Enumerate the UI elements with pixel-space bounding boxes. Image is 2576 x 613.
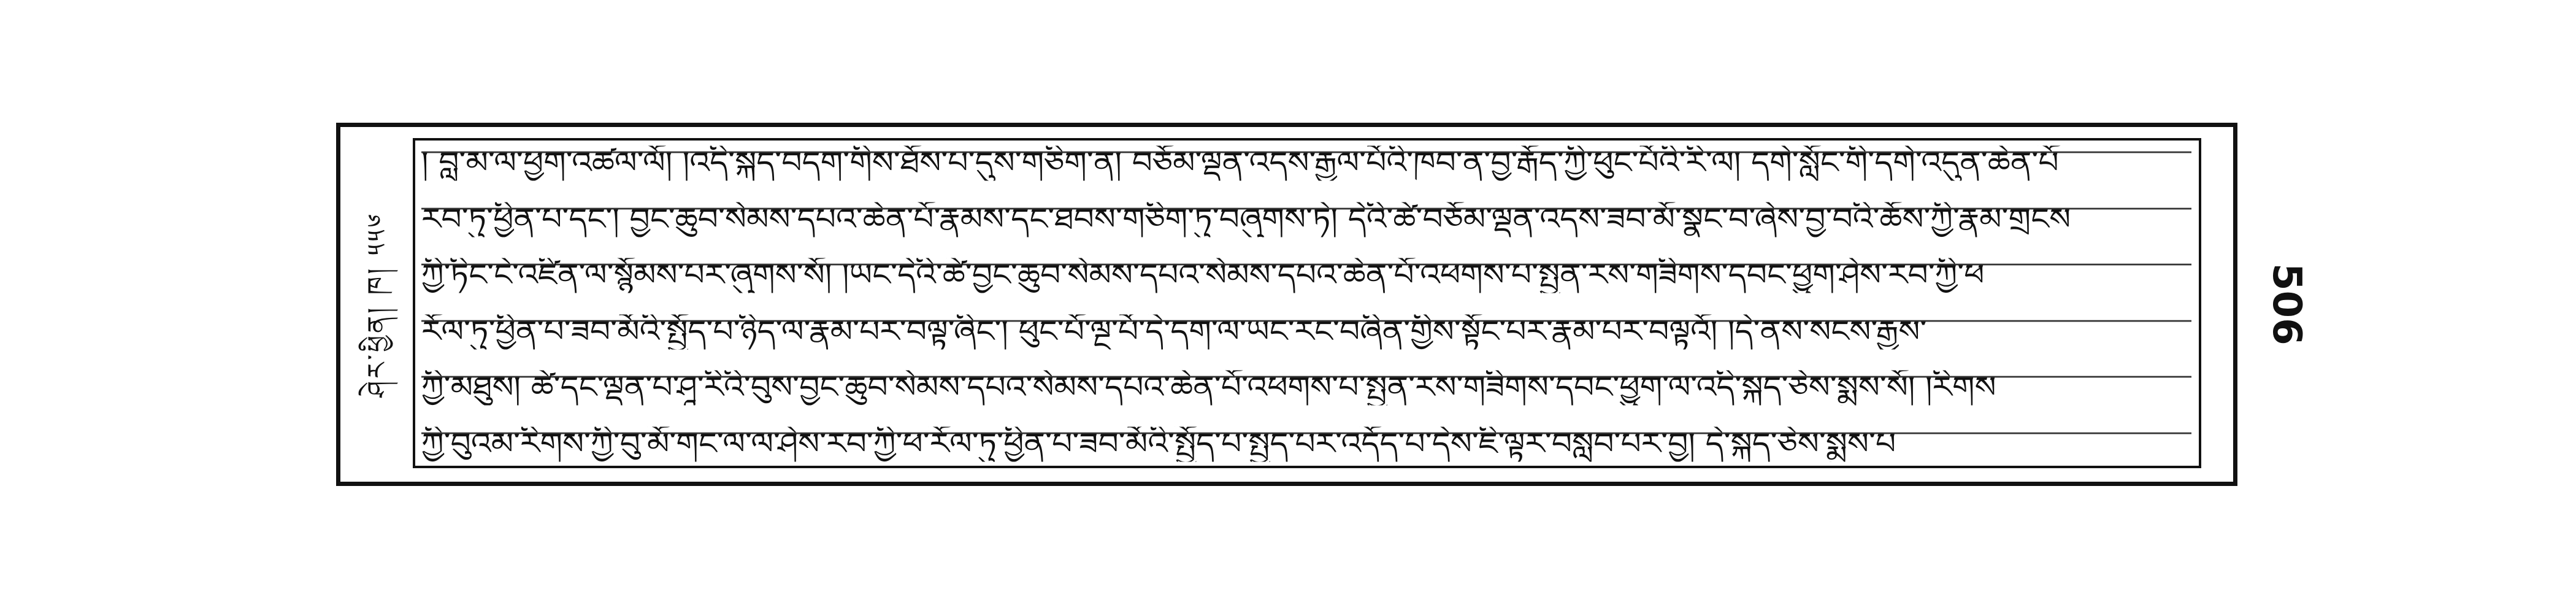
text-line-2: རབ་ཏུ་ཕྱིན་པ་དང་། བྱང་ཆུབ་སེམས་དཔའ་ཆེན་པོ་རྣམས་དང་ཐབས་གཅིག་ཏུ་བཞུགས་ཏེ། དེའི་ཚེ་བཅོམ་ལྡན་འདས་ཟབ་མོ་སྣང་བ་ཞེས་བྱ་བའི་ཆོས་ཀྱི་རྣམ་གྲངས [421, 202, 2191, 237]
page-number-text: 506 [2264, 263, 2309, 345]
text-line-5: ཀྱི་མཐུས། ཚེ་དང་ལྡན་པ་ཤཱ་རིའི་བུས་བྱང་ཆུབ་སེམས་དཔའ་སེམས་དཔའ་ཆེན་པོ་འཕགས་པ་སྤྱན་རས་གཟིགས་དབང་ཕྱུག་ལ་འདི་སྐད་ཅེས་སྨྲས་སོ། །རིགས [421, 371, 2191, 406]
text-block [421, 144, 2191, 463]
page-number [2237, 123, 2336, 486]
left-margin [340, 127, 413, 482]
text-line-3: ཀྱི་ཏིང་ངེ་འཛིན་ལ་སྙོམས་པར་ཞུགས་སོ། །ཡང་དེའི་ཚེ་བྱང་ཆུབ་སེམས་དཔའ་སེམས་དཔའ་ཆེན་པོ་འཕགས་པ་སྤྱན་རས་གཟིགས་དབང་ཕྱུག་ཤེས་རབ་ཀྱི་ཕ [421, 258, 2191, 293]
right-edge-border [2201, 127, 2226, 482]
text-line-6: ཀྱི་བུའམ་རིགས་ཀྱི་བུ་མོ་གང་ལ་ལ་ཤེས་རབ་ཀྱི་ཕ་རོལ་ཏུ་ཕྱིན་པ་ཟབ་མོའི་སྤྱོད་པ་སྤྱད་པར་འདོད་པ་དེས་ཇི་ལྟར་བསླབ་པར་བྱ། དེ་སྐད་ཅེས་སྨྲས་པ [421, 426, 2191, 461]
manuscript-folio [336, 123, 2237, 486]
text-line-1: ། བླ་མ་ལ་ཕྱག་འཚལ་ལོ། །འདི་སྐད་བདག་གིས་ཐོས་པ་དུས་གཅིག་ན། བཅོམ་ལྡན་འདས་རྒྱལ་པོའི་ཁབ་ན་བྱ་རྒོད་ཀྱི་ཕུང་པོའི་རི་ལ། དགེ་སློང་གི་དགེ་འདུན་ཆེན་པོ [421, 145, 2191, 180]
text-line-4: རོལ་ཏུ་ཕྱིན་པ་ཟབ་མོའི་སྤྱོད་པ་ཉིད་ལ་རྣམ་པར་བལྟ་ཞིང་། ཕུང་པོ་ལྔ་པོ་དེ་དག་ལ་ཡང་རང་བཞིན་གྱིས་སྟོང་པར་རྣམ་པར་བལྟའོ། །དེ་ནས་སངས་རྒྱས་ [421, 314, 2191, 349]
margin-label: ཤེར་ཕྱིན། ཁ། ༥༥༦ [361, 211, 392, 398]
